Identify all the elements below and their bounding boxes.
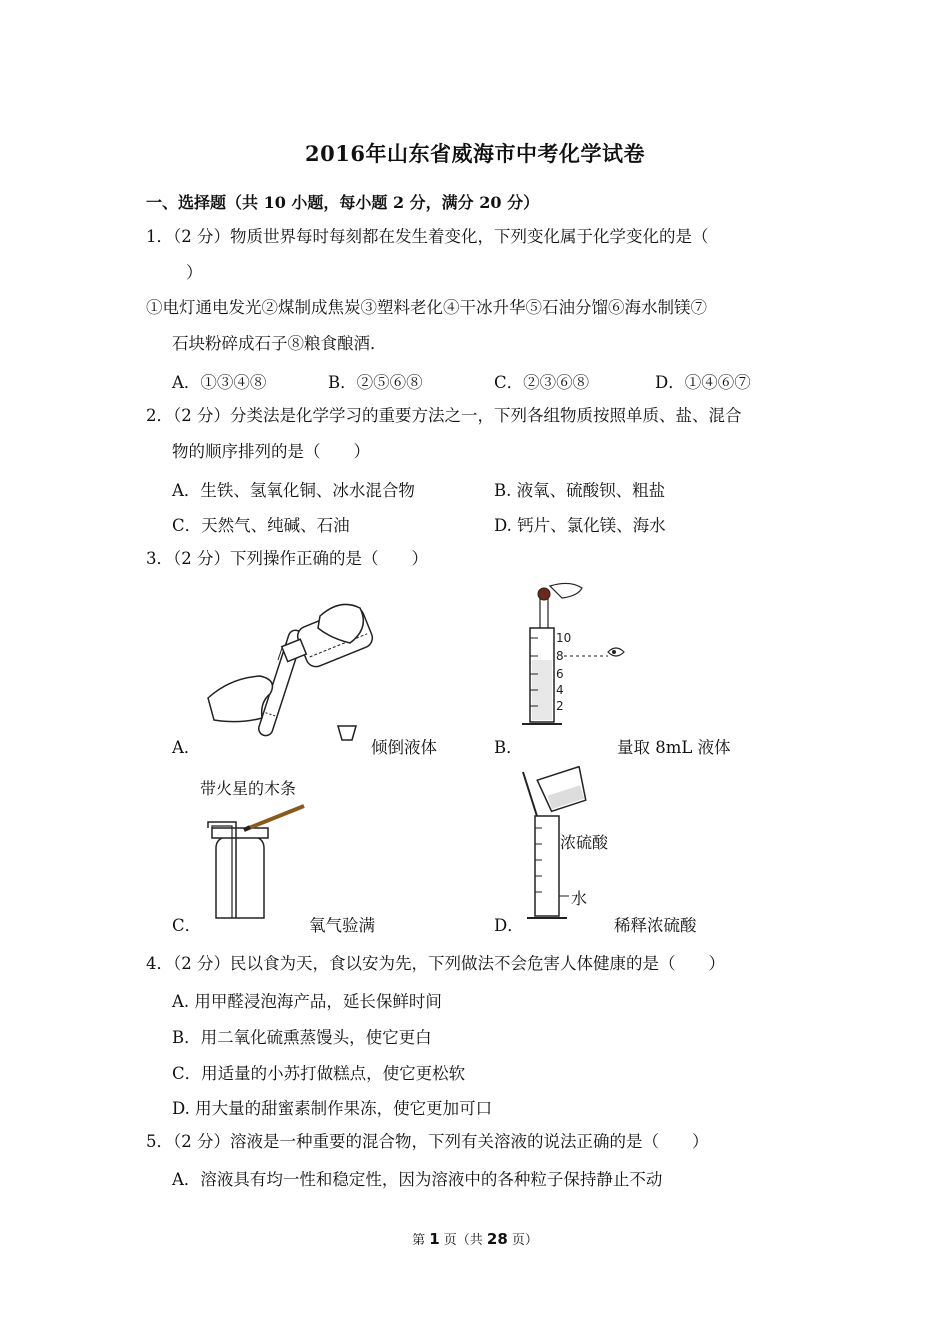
q1-stem-line2: ） [186, 263, 203, 282]
footer-page-number: 1 [429, 1230, 440, 1248]
tick-label-2: 2 [556, 699, 564, 713]
pouring-liquid-figure [200, 598, 390, 750]
q1-items-line1: ①电灯通电发光②煤制成焦炭③塑料老化④干冰升华⑤石油分馏⑥海水制镁⑦ [146, 298, 707, 317]
section-heading: 一、选择题（共 10 小题，每小题 2 分，满分 20 分） [146, 193, 540, 212]
q1-option-a[interactable]: A．①③④⑧ [172, 373, 267, 392]
q1-option-b[interactable]: B．②⑤⑥⑧ [328, 373, 423, 392]
q2-option-c[interactable]: C．天然气、纯碱、石油 [172, 516, 350, 535]
q4-option-a[interactable]: A. 用甲醛浸泡海产品，延长保鲜时间 [172, 992, 442, 1011]
q4-option-d[interactable]: D. 用大量的甜蜜素制作果冻，使它更加可口 [172, 1099, 493, 1118]
q4-option-c[interactable]: C．用适量的小苏打做糕点，使它更松软 [172, 1064, 466, 1083]
q3-option-b-letter[interactable]: B． [494, 738, 523, 757]
q4-stem: 4．（2 分）民以食为天，食以安为先，下列做法不会危害人体健康的是（ ） [146, 954, 725, 973]
footer-prefix: 第 [412, 1233, 430, 1248]
graduated-cylinder-figure [520, 582, 630, 730]
q3-option-a-letter[interactable]: A． [172, 738, 201, 757]
water-label: 水 [571, 889, 588, 908]
q1-option-d[interactable]: D．①④⑥⑦ [655, 373, 751, 392]
q4-option-b[interactable]: B．用二氧化硫熏蒸馒头，使它更白 [172, 1028, 432, 1047]
q1-items-line2: 石块粉碎成石子⑧粮食酿酒． [172, 334, 387, 353]
q5-option-a[interactable]: A．溶液具有均一性和稳定性，因为溶液中的各种粒子保持静止不动 [172, 1170, 663, 1189]
wooden-splint-label: 带火星的木条 [200, 779, 297, 798]
q3-stem: 3．（2 分）下列操作正确的是（ ） [146, 549, 428, 568]
page-title: 2016年山东省威海市中考化学试卷 [305, 141, 645, 166]
q5-stem: 5．（2 分）溶液是一种重要的混合物，下列有关溶液的说法正确的是（ ） [146, 1132, 709, 1151]
q2-option-a[interactable]: A．生铁、氢氧化铜、冰水混合物 [172, 481, 415, 500]
q3-option-a-caption: 倾倒液体 [371, 738, 437, 757]
q2-option-b[interactable]: B. 液氧、硫酸钡、粗盐 [494, 481, 666, 500]
tick-label-8: 8 [556, 649, 564, 663]
q3-option-c-caption: 氧气验满 [309, 916, 375, 935]
q2-option-d[interactable]: D. 钙片、氯化镁、海水 [494, 516, 666, 535]
footer-middle: 页（共 [439, 1233, 487, 1248]
page-footer [0, 1229, 950, 1248]
footer-suffix: 页） [507, 1233, 538, 1248]
gas-bottle-figure [200, 800, 310, 924]
q1-stem-line1: 1．（2 分）物质世界每时每刻都在发生着变化，下列变化属于化学变化的是（ [146, 227, 709, 246]
tick-label-10: 10 [556, 631, 572, 645]
q1-option-c[interactable]: C．②③⑥⑧ [494, 373, 590, 392]
concentrated-acid-label: 浓硫酸 [560, 833, 609, 852]
q3-option-d-letter[interactable]: D． [494, 916, 524, 935]
q3-option-d-caption: 稀释浓硫酸 [614, 916, 697, 935]
footer-total-pages: 28 [486, 1230, 508, 1248]
tick-label-4: 4 [556, 683, 564, 697]
q3-option-b-caption: 量取 8mL 液体 [617, 738, 731, 757]
q3-option-c-letter[interactable]: C． [172, 916, 202, 935]
q2-stem-line1: 2．（2 分）分类法是化学学习的重要方法之一，下列各组物质按照单质、盐、混合 [146, 406, 742, 425]
tick-label-6: 6 [556, 667, 564, 681]
q2-stem-line2: 物的顺序排列的是（ ） [172, 442, 370, 461]
